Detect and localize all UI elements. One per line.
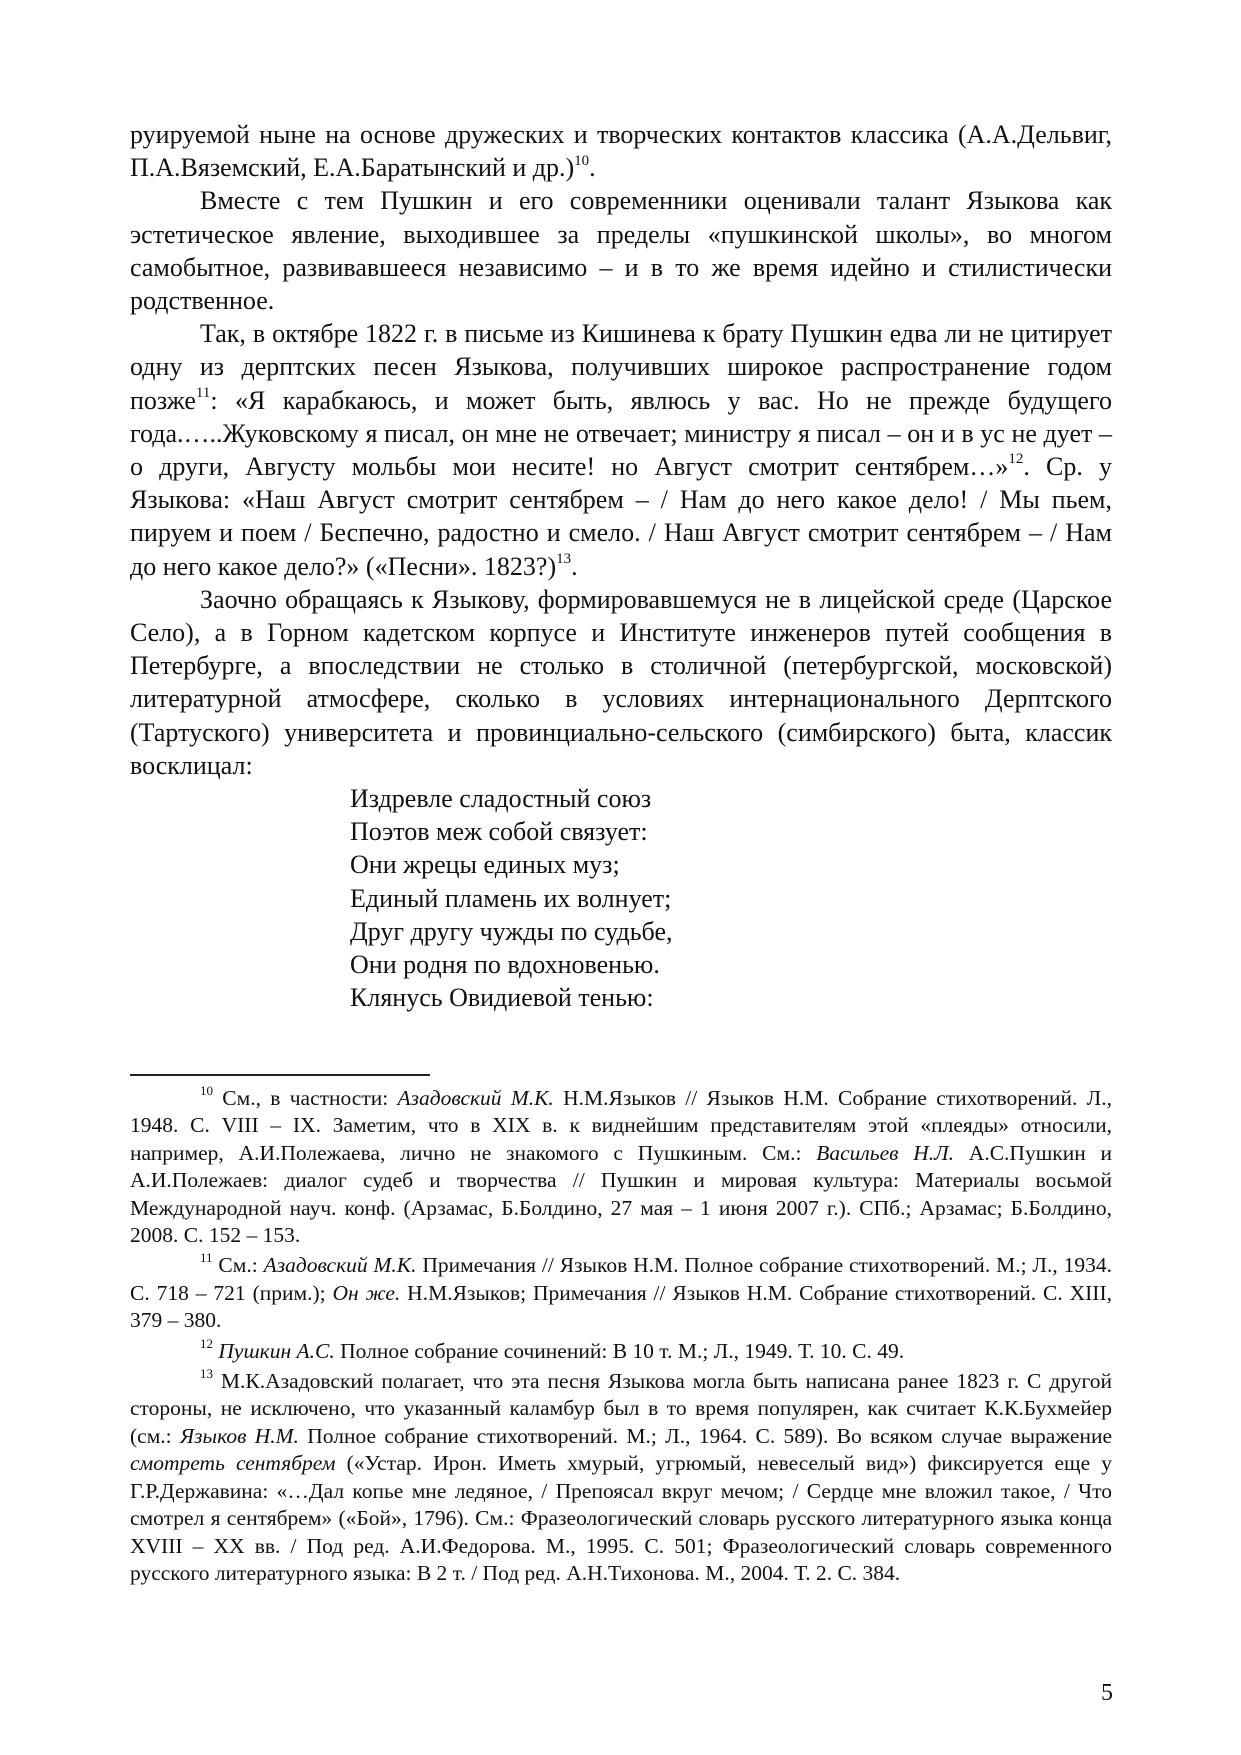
footnote-ref-11[interactable]: 11 [195,384,211,401]
footnote-number: 11 [200,1250,213,1266]
poem-line: Единый пламень их волнует; [350,883,672,913]
footnote-number: 13 [200,1365,213,1381]
poem-quote [350,782,1112,1014]
page-number: 5 [1101,1680,1113,1706]
footnote-ref-12[interactable]: 12 [1008,451,1024,468]
footnote-11: $^{11}$ См.: Азадовский М.К. Примечания // Языков Н.М. Полное собрание стихотворений. М.; Л., 1934. С. 718 – 721 (прим.); Он же. Н.М.Языков; Примечания // Языков Н.М. Собрание стихотворений. С. XIII, 379 – 380. [130,1250,1113,1333]
footnote-ref-10[interactable]: 10 [574,152,590,169]
footnote-number: 10 [200,1082,213,1098]
footnote-13: $^{13}$ М.К.Азадовский полагает, что эта песня Языкова могла быть написана ранее 1823 г. С другой стороны, не исключено, что указанный каламбур был в то время популярен, как считает К.К.Бухмейер (см.: Языков Н.М. Полное собрание стихотворений. М.; Л., 1964. С. 589). Во всяком случае выражение смотреть сентябрем («Устар. Ирон. Иметь хмурый, угрюмый, невеселый вид») фиксируется еще у Г.Р.Державина: «…Дал копье мне ледяное, / Препоясал вкруг мечом; / Сердце мне вложил такое, / Что смотрел я сентябрем» («Бой», 1796). См.: Фразеологический словарь русского литературного языка конца XVIII – XX вв. / Под ред. А.И.Федорова. М., 1995. С. 501; Фразеологический словарь современного русского литературного языка: В 2 т. / Под ред. А.Н.Тихонова. М., 2004. Т. 2. С. 384. [130,1365,1113,1585]
footnote-number: 12 [200,1335,213,1351]
poem-line: Друг другу чужды по судьбе, [350,916,673,946]
paragraph-3: Так, в октябре 1822 г. в письме из Кишинева к брату Пушкин едва ли не цитирует одну из дерптских песен Языкова, получивших широкое распространение годом позже$^{11}$: «Я карабкаюсь, и может быть, явлюсь у вас. Но не прежде будущего года.…..Жуковскому я писал, он мне не отвечает; министру я писал – он и в ус не дует – о други, Августу мольбы мои несите! но Август смотрит сентябрем…»$^{12}$. Ср. у Языкова: «Наш Август смотрит сентябрем – / Нам до него какое дело! / Мы пьем, пируем и поем / Беспечно, радостно и смело. / Наш Август смотрит сентябрем – / Нам до него какое дело?» («Песни». 1823?)$^{13}$. [130,319,1112,581]
footnote-10: $^{10}$ См., в частности: Азадовский М.К. Н.М.Языков // Языков Н.М. Собрание стихотворений. Л., 1948. С. VIII – IX. Заметим, что в XIX в. к виднейшим представителям этой «плеяды» относили, например, А.И.Полежаева, лично не знакомого с Пушкиным. См.: Васильев Н.Л. А.С.Пушкин и А.И.Полежаев: диалог судеб и творчества // Пушкин и мировая культура: Материалы восьмой Международной науч. конф. (Арзамас, Б.Болдино, 27 мая – 1 июня 2007 г.). СПб.; Арзамас; Б.Болдино, 2008. С. 152 – 153. [130,1082,1112,1248]
footnote-ref-13[interactable]: 13 [556,550,572,567]
footnote-divider [130,1074,430,1076]
paragraph-4: Заочно обращаясь к Языкову, формировавшемуся не в лицейской среде (Царское Село), а в Горном кадетском корпусе и Институте инженеров путей сообщения в Петербурге, а впоследствии не столько в столичной (петербургской, московской) литературной атмосфере, сколько в условиях интернационального Дерптского (Тартуского) университета и провинциально-сельского (симбирского) быта, классик восклицал: [130,584,1112,780]
poem-line: Поэтов меж собой связует: [350,817,648,847]
poem-line: Клянусь Овидиевой тенью: [350,983,654,1013]
main-text [130,118,1112,1014]
footnotes [130,1082,1113,1590]
poem-line: Они родня по вдохновенью. [350,950,660,980]
footnote-12: $^{12}$ Пушкин А.С. Полное собрание сочинений: В 10 т. М.; Л., 1949. Т. 10. С. 49. [200,1335,905,1363]
poem-line: Они жрецы единых муз; [350,850,620,880]
poem-line: Издревле сладостный союз [350,784,652,814]
paragraph-2: Вместе с тем Пушкин и его современники оценивали талант Языкова как эстетическое явление, выходившее за пределы «пушкинской школы», во многом самобытное, развивавшееся независимо – и в то же время идейно и стилистически родственное. [130,186,1112,316]
paragraph-1: руируемой ныне на основе дружеских и творческих контактов классика (А.А.Дельвиг, П.А.Вяземский, Е.А.Баратынский и др.)$^{10}$. [130,120,1112,183]
